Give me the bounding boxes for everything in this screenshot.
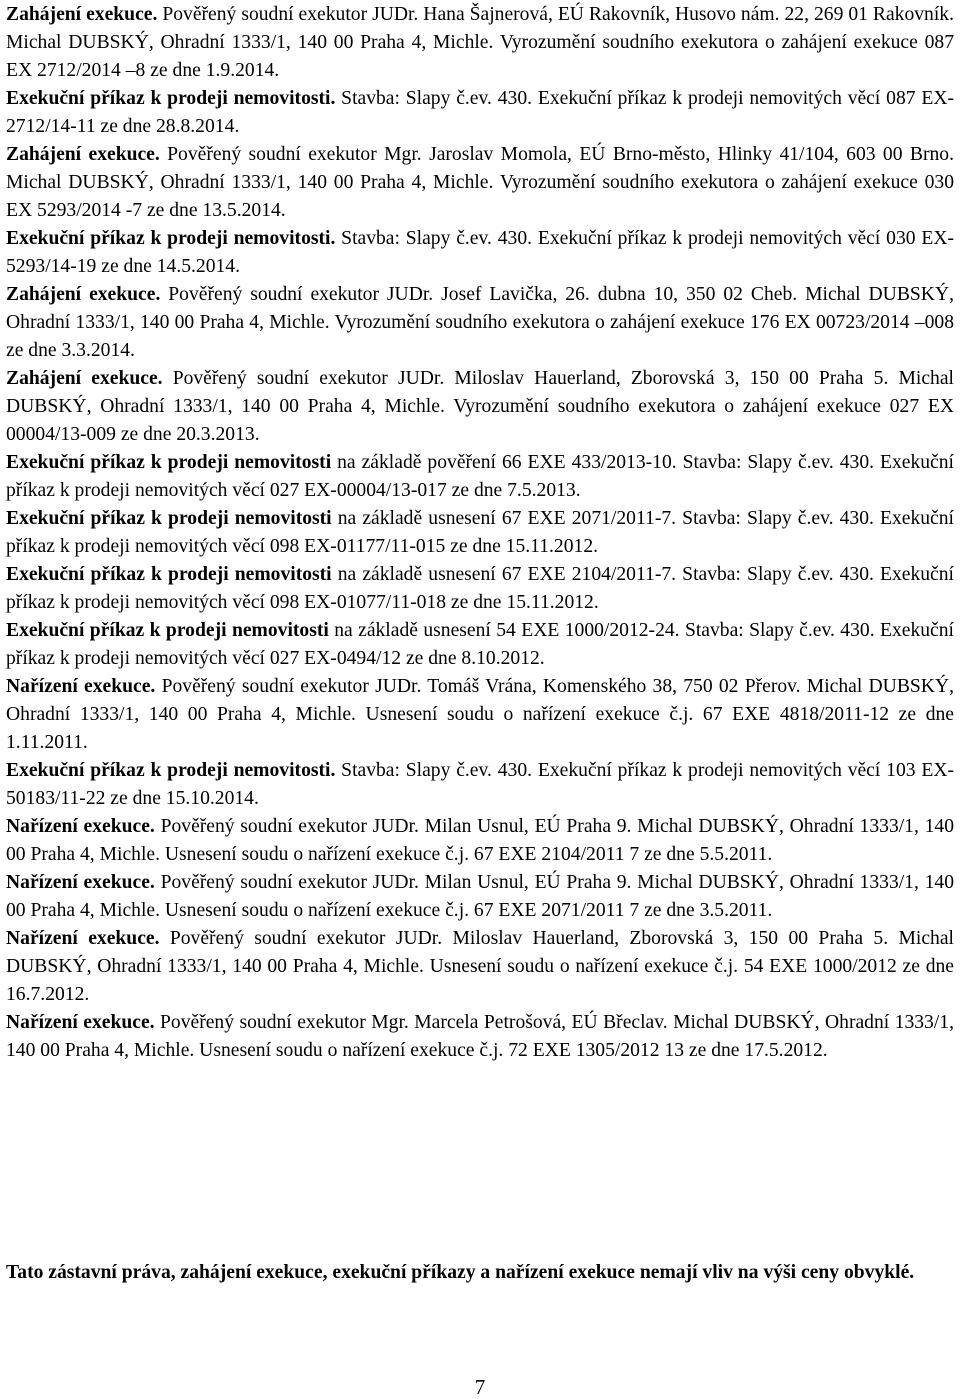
entry-text: Pověřený soudní exekutor Mgr. Jaroslav Momola, EÚ Brno-město, Hlinky 41/104, 603 00 Brno. Michal DUBSKÝ, Ohradní 1333/1, 140 00 Praha 4, Michle. Vyrozumění soudního exekutora o zahájení exekuce 030 EX 5293/2014 -7 ze dne 13.5.2014. (6, 144, 954, 221)
list-item (6, 365, 954, 449)
entry-text: Stavba: Slapy č.ev. 430. Exekuční příkaz k prodeji nemovitých věcí 030 EX-5293/14-19 ze dne 14.5.2014. (6, 228, 954, 277)
list-item (6, 505, 954, 561)
entry-text: na základě usnesení 67 EXE 2071/2011-7. Stavba: Slapy č.ev. 430. Exekuční příkaz k prodeji nemovitých věcí 098 EX-01177/11-015 ze dne 15.11.2012. (6, 508, 954, 557)
list-item (6, 673, 954, 757)
entry-text: Pověřený soudní exekutor JUDr. Milan Usnul, EÚ Praha 9. Michal DUBSKÝ, Ohradní 1333/1, 140 00 Praha 4, Michle. Usnesení soudu o nařízení exekuce č.j. 67 EXE 2071/2011 7 ze dne 3.5.2011. (6, 872, 955, 921)
list-item (6, 281, 954, 365)
entry-text: na základě usnesení 67 EXE 2104/2011-7. Stavba: Slapy č.ev. 430. Exekuční příkaz k prodeji nemovitých věcí 098 EX-01077/11-018 ze dne 15.11.2012. (6, 564, 954, 613)
entry-text: Pověřený soudní exekutor JUDr. Josef Lavička, 26. dubna 10, 350 02 Cheb. Michal DUBSKÝ, Ohradní 1333/1, 140 00 Praha 4, Michle. Vyrozumění soudního exekutora o zahájení exekuce 176 EX 00723/2014 –008 ze dne 3.3.2014. (6, 284, 954, 361)
entry-heading: Nařízení exekuce. (6, 1012, 155, 1033)
summary-statement: Tato zástavní práva, zahájení exekuce, exekuční příkazy a nařízení exekuce nemají vliv na výši ceny obvyklé. (6, 1262, 915, 1283)
list-item (6, 1009, 954, 1065)
entry-heading: Zahájení exekuce. (6, 144, 160, 165)
list-item (6, 449, 954, 505)
list-item (6, 141, 954, 225)
entry-text: Stavba: Slapy č.ev. 430. Exekuční příkaz k prodeji nemovitých věcí 103 EX-50183/11-22 ze dne 15.10.2014. (6, 760, 954, 809)
entry-heading: Exekuční příkaz k prodeji nemovitosti (6, 508, 332, 529)
entry-heading: Exekuční příkaz k prodeji nemovitosti. (6, 228, 336, 249)
list-item (6, 225, 954, 281)
entry-heading: Exekuční příkaz k prodeji nemovitosti (6, 620, 329, 641)
list-item (6, 757, 954, 813)
entry-heading: Exekuční příkaz k prodeji nemovitosti (6, 452, 332, 473)
list-item (6, 617, 954, 673)
page-number: 7 (474, 1375, 486, 1399)
entry-heading: Zahájení exekuce. (6, 284, 161, 305)
entry-text: Pověřený soudní exekutor JUDr. Tomáš Vrána, Komenského 38, 750 02 Přerov. Michal DUBSKÝ, Ohradní 1333/1, 140 00 Praha 4, Michle. Usnesení soudu o nařízení exekuce č.j. 67 EXE 4818/2011-12 ze dne 1.11.2011. (6, 676, 955, 753)
entry-text: Pověřený soudní exekutor Mgr. Marcela Petrošová, EÚ Břeclav. Michal DUBSKÝ, Ohradní 1333/1, 140 00 Praha 4, Michle. Usnesení soudu o nařízení exekuce č.j. 72 EXE 1305/2012 13 ze dne 17.5.2012. (6, 1012, 954, 1061)
entry-text: Pověřený soudní exekutor JUDr. Milan Usnul, EÚ Praha 9. Michal DUBSKÝ, Ohradní 1333/1, 140 00 Praha 4, Michle. Usnesení soudu o nařízení exekuce č.j. 67 EXE 2104/2011 7 ze dne 5.5.2011. (6, 816, 955, 865)
entry-heading: Nařízení exekuce. (6, 872, 155, 893)
list-item (6, 561, 954, 617)
encumbrance-list (6, 0, 954, 1065)
list-item (6, 869, 954, 925)
entry-heading: Nařízení exekuce. (6, 816, 155, 837)
entry-text: Pověřený soudní exekutor JUDr. Miloslav Hauerland, Zborovská 3, 150 00 Praha 5. Michal DUBSKÝ, Ohradní 1333/1, 140 00 Praha 4, Michle. Vyrozumění soudního exekutora o zahájení exekuce 027 EX 00004/13-009 ze dne 20.3.2013. (6, 368, 954, 445)
entry-text: Stavba: Slapy č.ev. 430. Exekuční příkaz k prodeji nemovitých věcí 087 EX-2712/14-11 ze dne 28.8.2014. (6, 88, 954, 137)
list-item (6, 925, 954, 1009)
list-item (6, 1, 954, 85)
entry-heading: Exekuční příkaz k prodeji nemovitosti. (6, 760, 336, 781)
list-item (6, 85, 954, 141)
entry-text: na základě pověření 66 EXE 433/2013-10. Stavba: Slapy č.ev. 430. Exekuční příkaz k prodeji nemovitých věcí 027 EX-00004/13-017 ze dne 7.5.2013. (6, 452, 954, 501)
entry-heading: Zahájení exekuce. (6, 368, 163, 389)
entry-text: na základě usnesení 54 EXE 1000/2012-24. Stavba: Slapy č.ev. 430. Exekuční příkaz k prodeji nemovitých věcí 027 EX-0494/12 ze dne 8.10.2012. (6, 620, 954, 669)
entry-text: Pověřený soudní exekutor JUDr. Hana Šajnerová, EÚ Rakovník, Husovo nám. 22, 269 01 Rakovník. Michal DUBSKÝ, Ohradní 1333/1, 140 00 Praha 4, Michle. Vyrozumění soudního exekutora o zahájení exekuce 087 EX 2712/2014 –8 ze dne 1.9.2014. (6, 4, 954, 81)
entry-heading: Nařízení exekuce. (6, 928, 160, 949)
entry-heading: Exekuční příkaz k prodeji nemovitosti (6, 564, 332, 585)
list-item (6, 813, 954, 869)
entry-heading: Nařízení exekuce. (6, 676, 156, 697)
entry-text: Pověřený soudní exekutor JUDr. Miloslav Hauerland, Zborovská 3, 150 00 Praha 5. Michal DUBSKÝ, Ohradní 1333/1, 140 00 Praha 4, Michle. Usnesení soudu o nařízení exekuce č.j. 54 EXE 1000/2012 ze dne 16.7.2012. (6, 928, 954, 1005)
entry-heading: Zahájení exekuce. (6, 4, 158, 25)
entry-heading: Exekuční příkaz k prodeji nemovitosti. (6, 88, 336, 109)
